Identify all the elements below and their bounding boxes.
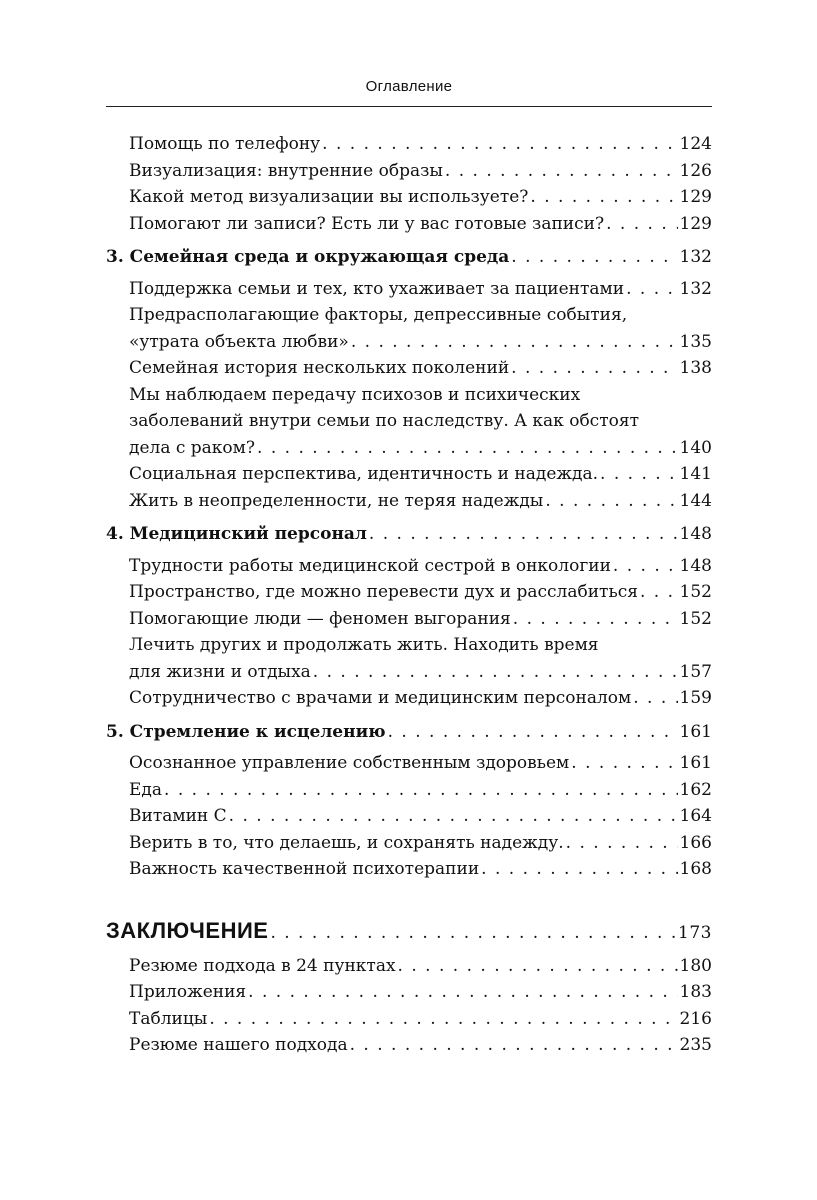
toc-line: [129, 979, 712, 1006]
toc-entry[interactable]: [106, 158, 712, 185]
toc-entry[interactable]: [106, 830, 712, 857]
toc-line: [129, 803, 712, 830]
toc-line: [129, 659, 712, 686]
toc-page-number: 152: [679, 608, 712, 629]
toc-entry-title: 4. Медицинский персонал: [106, 524, 367, 544]
dot-leader: [626, 276, 677, 303]
toc-entry[interactable]: [106, 750, 712, 777]
toc-line: [129, 435, 712, 462]
toc-entry-title: Предрасполагающие факторы, депрессивные события,: [129, 305, 628, 325]
toc-entry[interactable]: [106, 1006, 712, 1033]
toc-entry-title: Витамин C: [129, 806, 227, 826]
toc-entry-title: Социальная перспектива, идентичность и надежда.: [129, 464, 599, 484]
toc-entry[interactable]: [106, 131, 712, 158]
toc-line: [129, 355, 712, 382]
toc-entry[interactable]: [106, 979, 712, 1006]
toc-line: [129, 553, 712, 580]
toc-line: [129, 856, 712, 883]
toc-page-number: 161: [679, 721, 712, 742]
toc-line: [129, 606, 712, 633]
toc-entry[interactable]: [106, 184, 712, 211]
toc-page-number: 164: [679, 806, 712, 826]
dot-leader: [633, 685, 677, 712]
toc-line: [129, 830, 712, 857]
toc-page-number: 132: [679, 247, 712, 267]
dot-leader: [481, 856, 677, 883]
toc-line: [129, 329, 712, 356]
toc-page-number: 235: [679, 1035, 712, 1055]
toc-line: [129, 1032, 712, 1059]
toc-entry[interactable]: [106, 632, 712, 685]
toc-entry-title: Помогают ли записи? Есть ли у вас готовые записи?: [129, 213, 605, 234]
toc-line: [106, 521, 712, 548]
toc-chapter[interactable]: [106, 719, 712, 746]
toc-entry[interactable]: [106, 856, 712, 883]
toc-entry[interactable]: [106, 302, 712, 355]
toc-entry-title: Жить в неопределенности, не теряя надежды: [129, 490, 544, 511]
toc-entry-title: 3. Семейная среда и окружающая среда: [106, 247, 510, 267]
toc-entry-title: Резюме подхода в 24 пунктах: [129, 955, 396, 976]
toc-page-number: 152: [679, 582, 712, 602]
toc-page-number: 173: [678, 922, 712, 943]
toc-page-number: 162: [679, 779, 712, 800]
toc-entry-title: 5. Стремление к исцелению: [106, 721, 386, 742]
toc-entry-title: для жизни и отдыха: [129, 661, 311, 682]
toc-entry[interactable]: [106, 953, 712, 980]
toc-line: [129, 408, 712, 435]
toc-entry-title: Помощь по телефону: [129, 134, 321, 154]
toc-entry-title: Трудности работы медицинской сестрой в онкологии: [129, 555, 611, 576]
toc-entry[interactable]: [106, 777, 712, 804]
toc-line: [129, 579, 712, 606]
toc-entry-title: Еда: [129, 779, 163, 800]
toc-page-number: 157: [679, 661, 712, 682]
toc-entry-title: заболеваний внутри семьи по наследству. А как обстоят: [129, 411, 639, 431]
toc-line: [129, 211, 712, 238]
dot-leader: [545, 488, 677, 515]
dot-leader: [270, 918, 676, 948]
toc-entry[interactable]: [106, 685, 712, 712]
toc-entry-title: Лечить других и продолжать жить. Находить время: [129, 635, 599, 655]
toc-entry-title: ЗАКЛЮЧЕНИЕ: [106, 917, 269, 943]
toc-page-number: 168: [679, 859, 712, 879]
toc-page-number: 216: [679, 1008, 712, 1029]
toc-page-number: 124: [679, 134, 712, 154]
toc-entry[interactable]: [106, 276, 712, 303]
toc-page-number: 159: [679, 688, 712, 708]
toc-entry-title: Осознанное управление собственным здоровьем: [129, 753, 570, 773]
dot-leader: [351, 329, 678, 356]
toc-entry[interactable]: [106, 803, 712, 830]
toc-line: [129, 777, 712, 804]
toc-line: [129, 1006, 712, 1033]
toc-part[interactable]: [106, 916, 712, 948]
toc-page-number: 129: [679, 213, 712, 234]
dot-leader: [511, 355, 677, 382]
toc-chapter[interactable]: [106, 244, 712, 271]
dot-leader: [513, 606, 678, 633]
toc-entry[interactable]: [106, 606, 712, 633]
toc-entry[interactable]: [106, 579, 712, 606]
dot-leader: [322, 131, 677, 158]
dot-leader: [248, 979, 677, 1006]
toc-entry-title: Приложения: [129, 982, 247, 1002]
toc-page-number: 148: [679, 555, 712, 576]
dot-leader: [445, 158, 678, 185]
toc-page-number: 140: [679, 437, 712, 458]
toc-line: [129, 461, 712, 488]
toc-entry[interactable]: [106, 1032, 712, 1059]
toc-entry-title: Пространство, где можно перевести дух и расслабиться: [129, 582, 638, 602]
dot-leader: [350, 1032, 678, 1059]
toc-line: [129, 184, 712, 211]
toc-entry-title: Таблицы: [129, 1008, 208, 1029]
toc-entry-title: дела с раком?: [129, 437, 256, 458]
toc-page-number: 161: [679, 753, 712, 773]
toc-entry-title: Визуализация: внутренние образы: [129, 160, 443, 181]
dot-leader: [209, 1006, 677, 1033]
toc-entry[interactable]: [106, 461, 712, 488]
toc-line: [129, 488, 712, 515]
toc-line: [129, 632, 712, 659]
dot-leader: [313, 659, 678, 686]
toc-page-number: 141: [679, 464, 712, 484]
toc-line: [106, 244, 712, 271]
dot-leader: [229, 803, 678, 830]
toc-line: [129, 131, 712, 158]
toc-entry-title: Верить в то, что делаешь, и сохранять надежду.: [129, 832, 564, 853]
toc-page-number: 135: [679, 331, 712, 352]
toc-entry[interactable]: [106, 382, 712, 462]
toc-page-number: 180: [679, 955, 712, 976]
toc-page-number: 132: [679, 278, 712, 299]
toc-line: [129, 302, 712, 329]
toc-line: [129, 158, 712, 185]
dot-leader: [606, 211, 677, 238]
dot-leader: [613, 553, 678, 580]
toc-entry-title: Семейная история нескольких поколений: [129, 358, 510, 378]
toc-entry-title: Резюме нашего подхода: [129, 1035, 348, 1055]
dot-leader: [257, 435, 678, 462]
toc-entry[interactable]: [106, 355, 712, 382]
dot-leader: [511, 244, 677, 271]
dot-leader: [530, 184, 677, 211]
running-head: Оглавление: [365, 78, 453, 95]
toc-line: [129, 750, 712, 777]
toc-page-number: 138: [679, 358, 712, 378]
toc-line: [129, 953, 712, 980]
toc-chapter[interactable]: [106, 521, 712, 548]
toc-page-number: 183: [679, 982, 712, 1002]
dot-leader: [388, 719, 678, 746]
toc-line: [129, 685, 712, 712]
toc-entry-title: Важность качественной психотерапии: [129, 859, 480, 879]
toc-entry-title: Какой метод визуализации вы используете?: [129, 187, 529, 207]
toc-page-number: 148: [679, 524, 712, 544]
toc-entry-title: Мы наблюдаем передачу психозов и психических: [129, 384, 581, 405]
toc-entry[interactable]: [106, 553, 712, 580]
dot-leader: [369, 521, 678, 548]
toc-entry-title: Поддержка семьи и тех, кто ухаживает за пациентами: [129, 278, 625, 299]
dot-leader: [640, 579, 678, 606]
header-rule: [106, 106, 712, 107]
dot-leader: [600, 461, 678, 488]
dot-leader: [566, 830, 678, 857]
dot-leader: [571, 750, 677, 777]
toc-entry-title: «утрата объекта любви»: [129, 331, 349, 352]
toc-line: [129, 382, 712, 409]
toc-page-number: 129: [679, 187, 712, 207]
toc-line: [106, 719, 712, 746]
toc-line: [129, 276, 712, 303]
toc-line: [106, 916, 712, 948]
toc-entry[interactable]: [106, 211, 712, 238]
toc-entry-title: Сотрудничество с врачами и медицинским персоналом: [129, 688, 632, 708]
dot-leader: [398, 953, 678, 980]
toc-page-number: 126: [679, 160, 712, 181]
table-of-contents: [106, 131, 712, 1059]
toc-entry-title: Помогающие люди — феномен выгорания: [129, 608, 511, 629]
dot-leader: [164, 777, 678, 804]
toc-page-number: 144: [679, 490, 712, 511]
toc-page-number: 166: [679, 832, 712, 853]
toc-entry[interactable]: [106, 488, 712, 515]
